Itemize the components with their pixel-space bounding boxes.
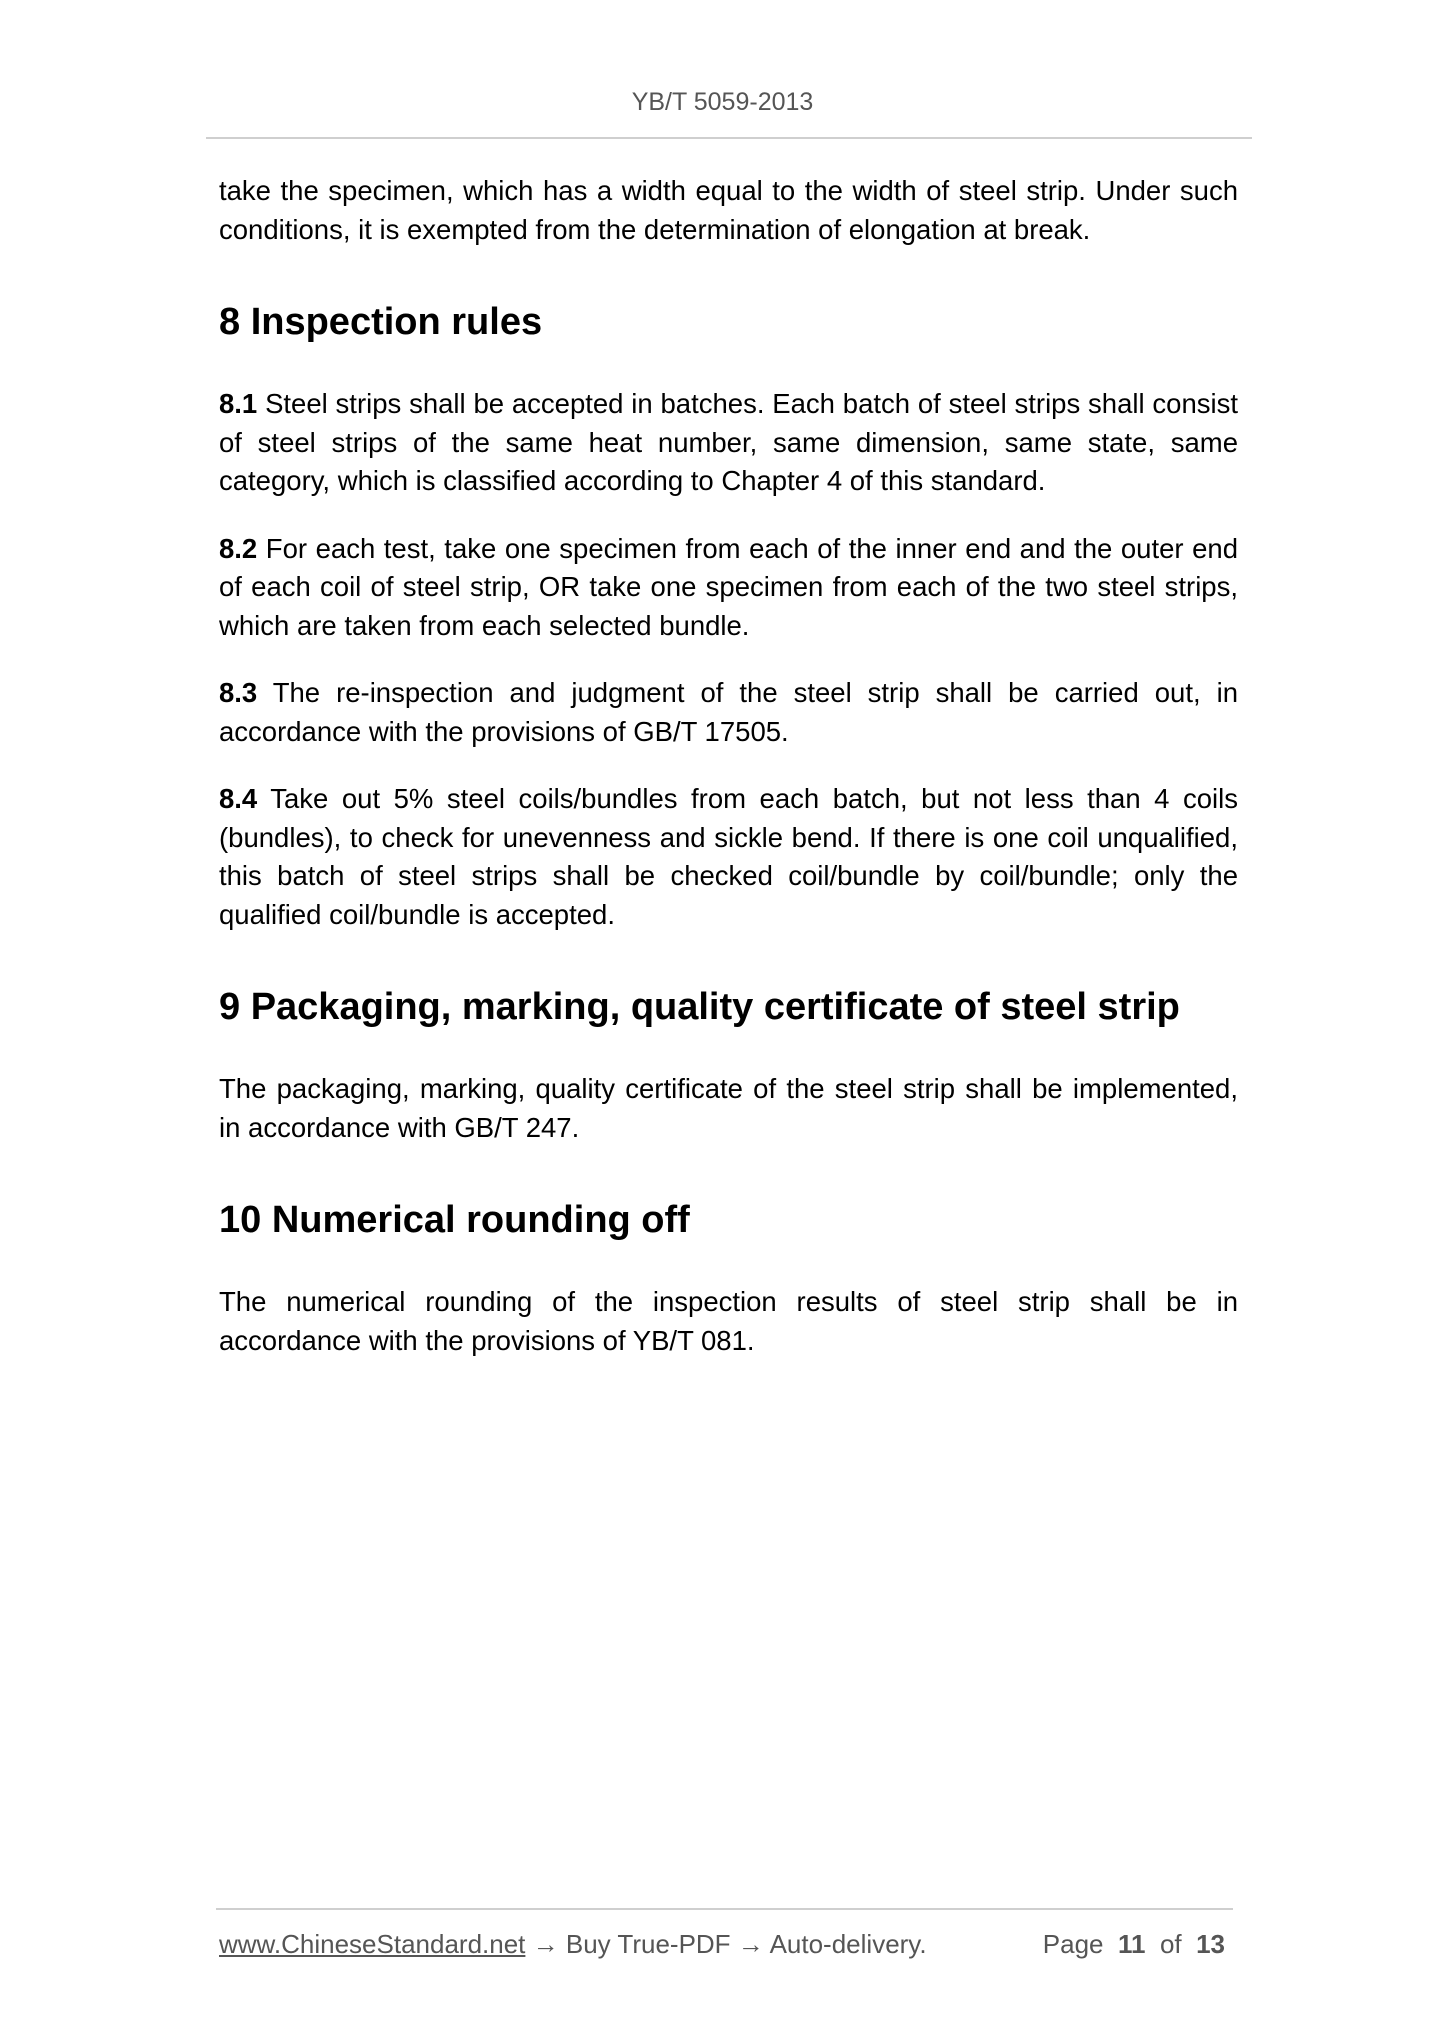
section-8-title: 8 Inspection rules: [219, 301, 543, 343]
section-10-paragraph: The numerical rounding of the inspection results of steel strip shall be in accordance with the provisions of YB/T 081.: [219, 1286, 1238, 1356]
footer-tagline: → Buy True-PDF → Auto-delivery.: [525, 1929, 927, 1959]
section-9-paragraph: The packaging, marking, quality certificate of the steel strip shall be implemented, in accordance with GB/T 247.: [219, 1073, 1238, 1143]
clause-text: For each test, take one specimen from each of the inner end and the outer end of each coil of steel strip, OR take one specimen from each of the two steel strips, which are taken from each selected bundle.: [219, 532, 1239, 641]
section-9-title: 9 Packaging, marking, quality certificate of steel strip: [219, 986, 1180, 1028]
clause-number: 8.2: [219, 532, 258, 564]
running-header: YB/T 5059-2013: [631, 88, 814, 116]
clause-text: Take out 5% steel coils/bundles from each batch, but not less than 4 coils (bundles), to check for unevenness and sickle bend. If there is one coil unqualified, this batch of steel strips shall be checked coil/bundle by coil/bundle; only the qualified coil/bundle is accepted.: [219, 783, 1238, 930]
footer-divider: [216, 1908, 1233, 1910]
total-pages: 13: [1196, 1929, 1225, 1959]
clause-8-4: [219, 780, 1238, 934]
header-divider: [206, 137, 1252, 139]
current-page: 11: [1117, 1929, 1146, 1959]
footer-promo: [219, 1929, 927, 1960]
clause-text: The re-inspection and judgment of the steel strip shall be carried out, in accordance with the provisions of GB/T 17505.: [219, 677, 1238, 747]
clause-number: 8.4: [219, 783, 258, 814]
clause-8-1: [219, 385, 1238, 501]
page-label: Page: [1042, 1929, 1104, 1959]
clause-text: Steel strips shall be accepted in batches. Each batch of steel strips shall consist of steel strips of the same heat number, same dimension, same state, same category, which is classified according to Chapter 4 of this standard.: [219, 388, 1239, 496]
section-10-title: 10 Numerical rounding off: [219, 1199, 690, 1241]
page-number: [1043, 1929, 1225, 1960]
page-content: [219, 172, 1238, 1360]
clause-number: 8.3: [219, 677, 258, 708]
clause-8-2: [219, 530, 1238, 646]
clause-number: 8.1: [219, 388, 258, 419]
of-label: of: [1159, 1929, 1182, 1959]
clause-8-3: [219, 674, 1238, 751]
continuation-paragraph: take the specimen, which has a width equal to the width of steel strip. Under such conditions, it is exempted from the determination of elongation at break.: [219, 175, 1238, 245]
site-link[interactable]: www.ChineseStandard.net: [219, 1929, 526, 1959]
